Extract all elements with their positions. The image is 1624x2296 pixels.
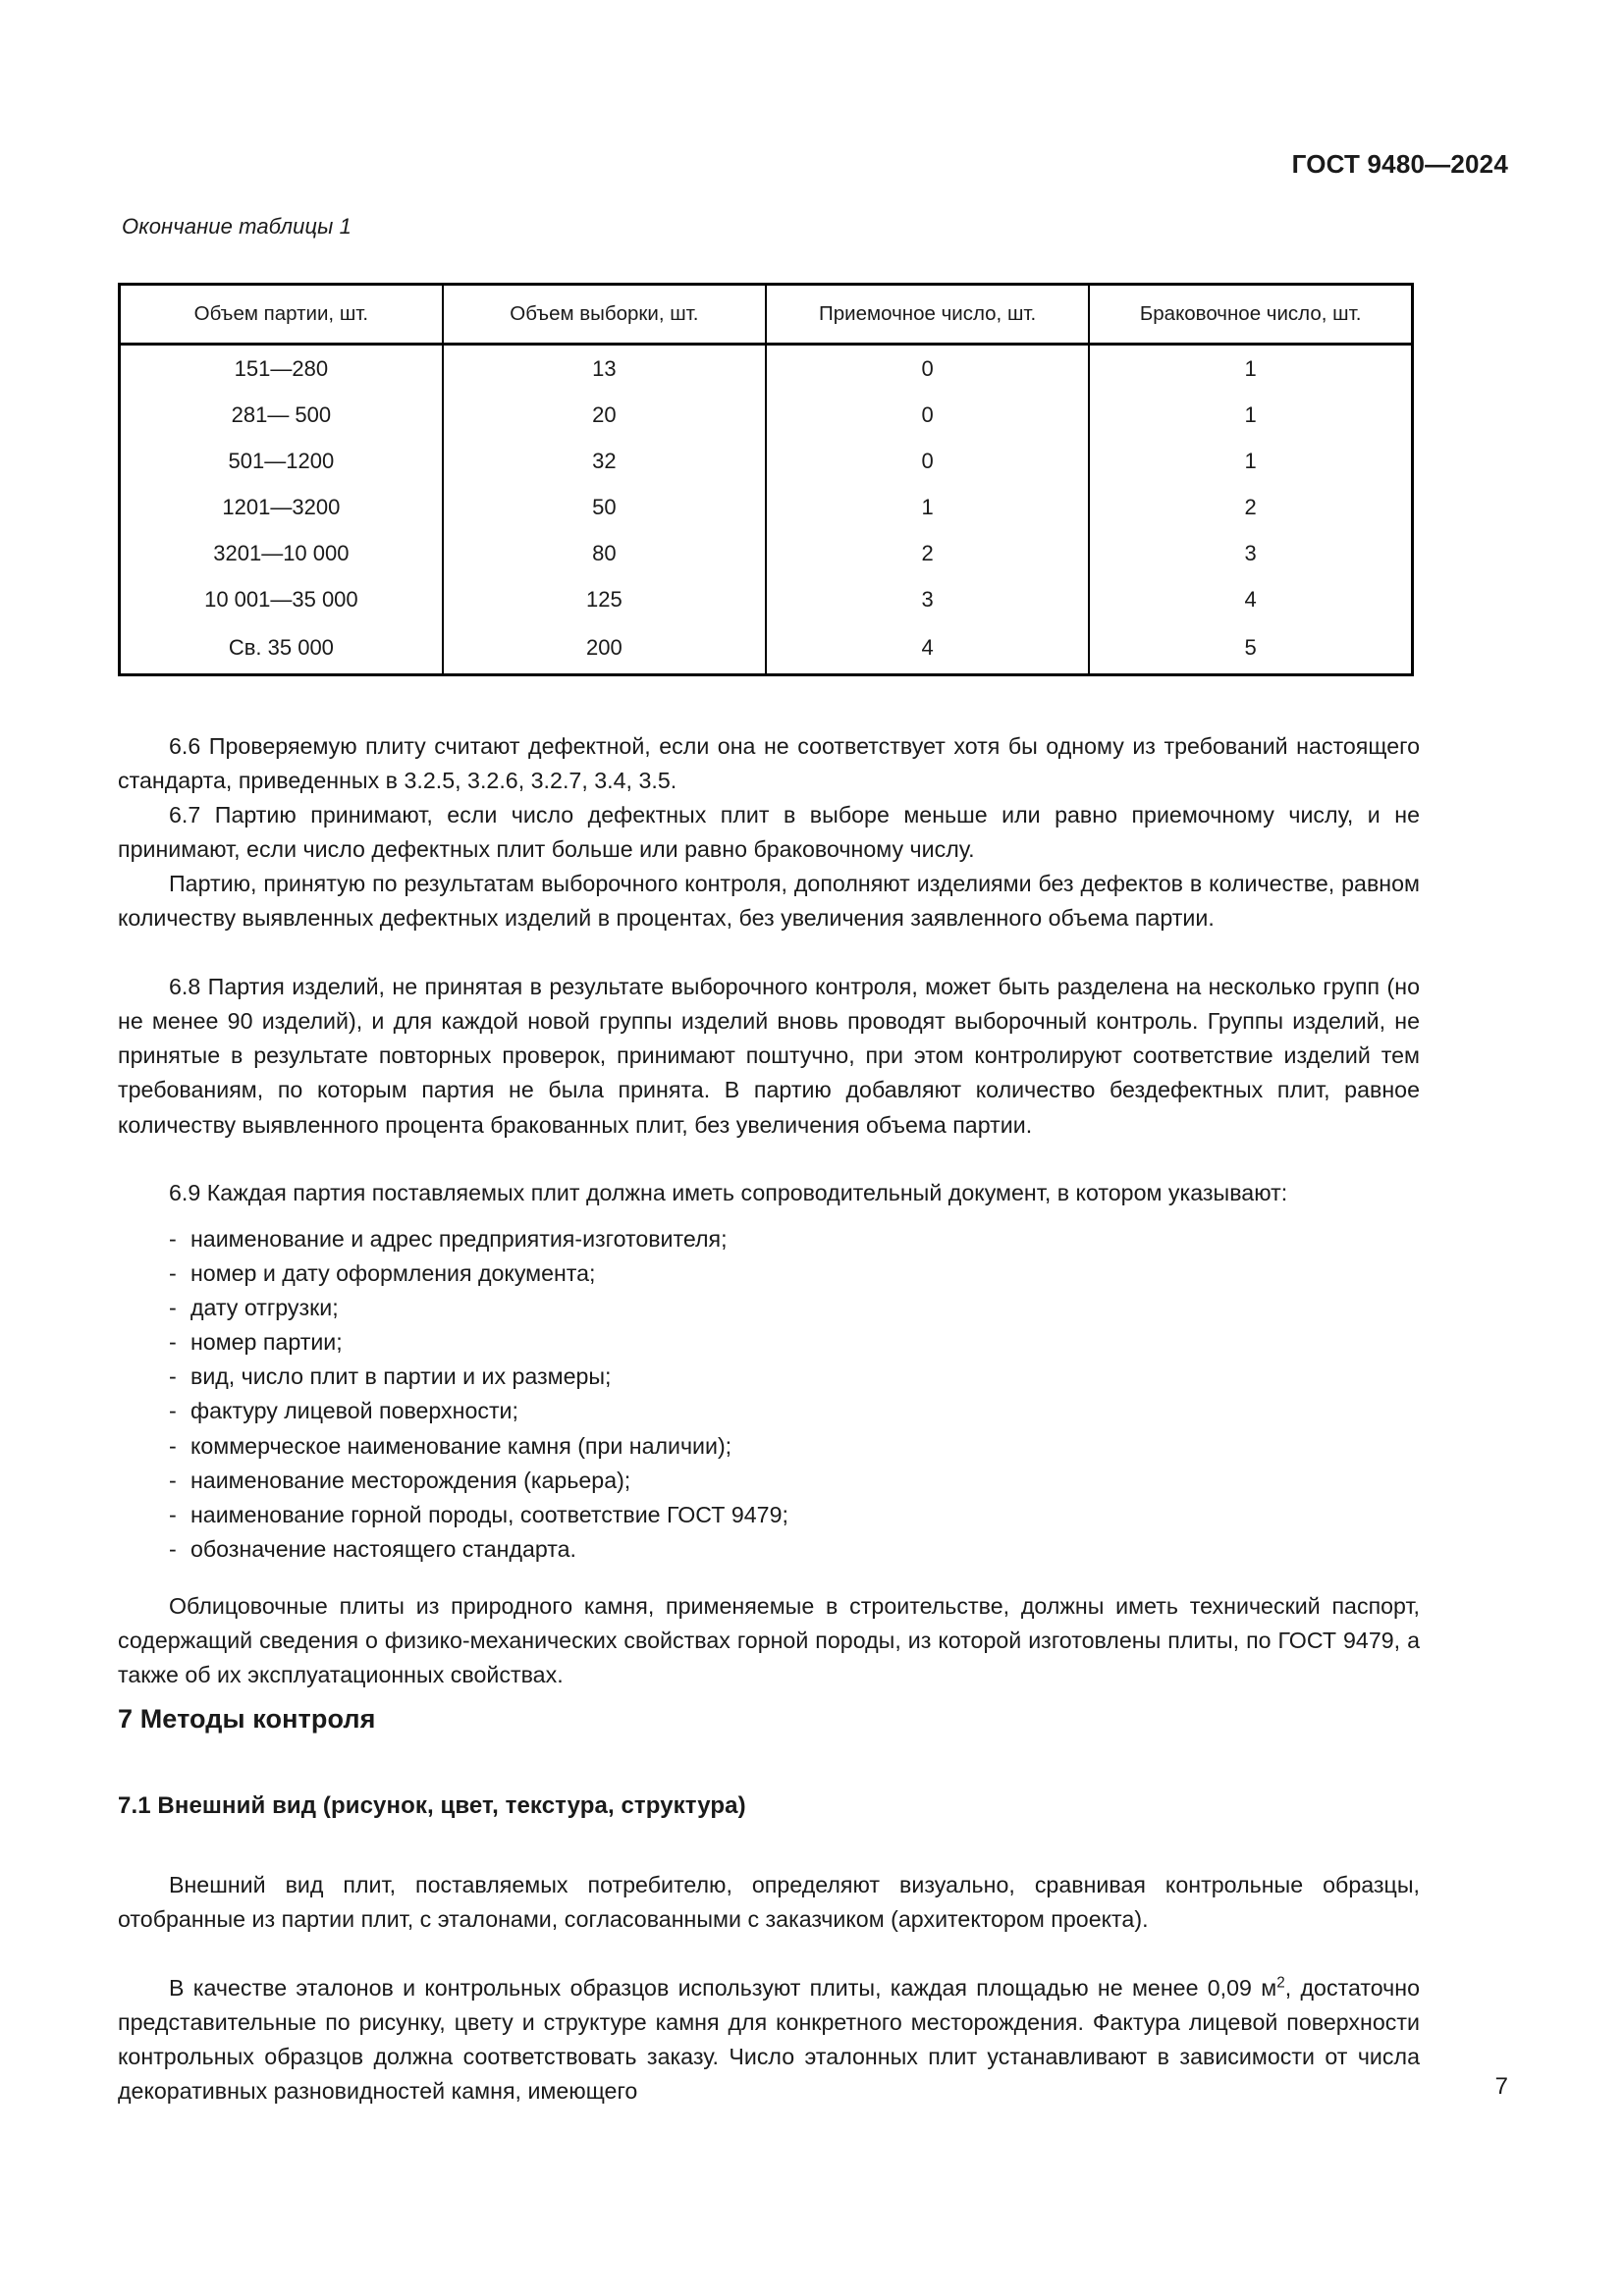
cell-rejection-number: 1 [1089,438,1412,484]
list-item-label: вид, число плит в партии и их размеры; [190,1363,612,1390]
cell-lot-size: Св. 35 000 [120,622,443,675]
cell-rejection-number: 5 [1089,622,1412,675]
list-item-label: наименование горной породы, соответствие ГОСТ 9479; [190,1501,788,1527]
column-header-lot-size: Объем партии, шт. [120,285,443,345]
list-bullet-dash: - [169,1501,177,1527]
list-item-label: наименование и адрес предприятия-изготовителя; [190,1226,728,1252]
paragraph-text-after-superscript: , достаточно представительные по рисунку, цвету и структуре камня для конкретного месторождения. Фактура лицевой поверхности контрольных образцов должна соответствовать заказу. Число эталонных плит устанавливают в зависимости от числа декоративных разновидностей камня, имеющего [118,1975,1421,2105]
cell-lot-size: 501—1200 [120,438,443,484]
list-item [118,1464,1420,1498]
table-header [120,285,1413,345]
list-item-label: обозначение настоящего стандарта. [190,1535,576,1562]
column-header-acceptance-number: Приемочное число, шт. [766,285,1089,345]
column-header-rejection-number: Браковочное число, шт. [1089,285,1412,345]
cell-acceptance-number: 0 [766,392,1089,438]
clause-7-1-paragraph-1: Внешний вид плит, поставляемых потребителю, определяют визуально, сравнивая контрольные образцы, отобранные из партии плит, с эталонами, согласованными с заказчиком (архитектором проекта). [118,1872,1420,1933]
column-header-sample-size: Объем выборки, шт. [443,285,766,345]
table-body [120,345,1413,675]
table-row [120,622,1413,675]
page-header-standard-number: ГОСТ 9480—2024 [1291,149,1508,179]
cell-sample-size: 200 [443,622,766,675]
cell-sample-size: 32 [443,438,766,484]
list-item-label: наименование месторождения (карьера); [190,1467,631,1493]
cell-acceptance-number: 4 [766,622,1089,675]
list-bullet-dash: - [169,1467,177,1493]
list-item [118,1394,1420,1428]
cell-rejection-number: 1 [1089,345,1412,393]
list-item-label: фактуру лицевой поверхности; [190,1398,518,1424]
document-requirements-list [118,1222,1420,1567]
table-header-row [120,285,1413,345]
cell-rejection-number: 3 [1089,530,1412,576]
section-heading-7: 7 Методы контроля [118,1704,376,1734]
list-item [118,1498,1420,1532]
list-item-label: номер и дату оформления документа; [190,1260,596,1287]
list-bullet-dash: - [169,1363,177,1390]
list-bullet-dash: - [169,1226,177,1252]
clause-6-7: 6.7 Партию принимают, если число дефектных плит в выборе меньше или равно приемочному числу, и не принимают, если число дефектных плит больше или равно браковочному числу. [118,802,1420,863]
cell-lot-size: 10 001—35 000 [120,576,443,622]
table-caption: Окончание таблицы 1 [122,214,352,239]
cell-sample-size: 125 [443,576,766,622]
cell-rejection-number: 4 [1089,576,1412,622]
cell-acceptance-number: 1 [766,484,1089,530]
table-row [120,438,1413,484]
list-item [118,1325,1420,1360]
cell-acceptance-number: 0 [766,345,1089,393]
list-bullet-dash: - [169,1260,177,1287]
list-bullet-dash: - [169,1432,177,1459]
list-bullet-dash: - [169,1398,177,1424]
table-row [120,345,1413,393]
list-item-label: дату отгрузки; [190,1295,339,1321]
cell-acceptance-number: 0 [766,438,1089,484]
clause-6-8: 6.8 Партия изделий, не принятая в результате выборочного контроля, может быть разделена на несколько групп (но не менее 90 изделий), и для каждой новой группы изделий вновь проводят выборочный контроль. Группы изделий, не принятые в результате повторных проверок, принимают поштучно, при этом контролируют соответствие изделий тем требованиям, по которым партия не была принята. В партию добавляют количество бездефектных плит, равное количеству выявленного процента бракованных плит, без увеличения объема партии. [118,974,1420,1138]
list-item [118,1429,1420,1464]
clause-6-9: 6.9 Каждая партия поставляемых плит должна иметь сопроводительный документ, в котором указывают: [169,1180,1288,1206]
cell-lot-size: 1201—3200 [120,484,443,530]
sampling-plan-table [118,283,1414,676]
superscript-square-meters: 2 [1276,1974,1285,1992]
cell-rejection-number: 1 [1089,392,1412,438]
table-row [120,484,1413,530]
clause-7-1-paragraph-2 [118,1971,1420,2109]
cell-acceptance-number: 2 [766,530,1089,576]
clause-6-6: 6.6 Проверяемую плиту считают дефектной, если она не соответствует хотя бы одному из требований настоящего стандарта, приведенных в 3.2.5, 3.2.6, 3.2.7, 3.4, 3.5. [118,733,1420,794]
list-bullet-dash: - [169,1295,177,1321]
cell-sample-size: 13 [443,345,766,393]
clause-6-9-closing-paragraph: Облицовочные плиты из природного камня, применяемые в строительстве, должны иметь технический паспорт, содержащий сведения о физико-механических свойствах горной породы, из которой изготовлены плиты, по ГОСТ 9479, а также об их эксплуатационных свойствах. [118,1593,1420,1688]
list-bullet-dash: - [169,1329,177,1356]
cell-sample-size: 80 [443,530,766,576]
list-item-label: номер партии; [190,1329,343,1356]
table-row [120,392,1413,438]
list-item [118,1532,1420,1567]
list-item [118,1360,1420,1394]
page-number: 7 [1494,2073,1508,2100]
list-item [118,1222,1420,1256]
cell-sample-size: 50 [443,484,766,530]
paragraph-text-before-superscript: В качестве эталонов и контрольных образцов используют плиты, каждая площадью не менее 0,09 м [169,1975,1277,2002]
list-item [118,1291,1420,1325]
clause-6-7-paragraph-2: Партию, принятую по результатам выборочного контроля, дополняют изделиями без дефектов в количестве, равном количеству выявленных дефектных изделий в процентах, без увеличения заявленного объема партии. [118,871,1420,932]
cell-acceptance-number: 3 [766,576,1089,622]
table-row [120,576,1413,622]
cell-rejection-number: 2 [1089,484,1412,530]
list-bullet-dash: - [169,1535,177,1562]
list-item [118,1256,1420,1291]
cell-lot-size: 3201—10 000 [120,530,443,576]
cell-lot-size: 151—280 [120,345,443,393]
cell-lot-size: 281— 500 [120,392,443,438]
cell-sample-size: 20 [443,392,766,438]
subsection-heading-7-1: 7.1 Внешний вид (рисунок, цвет, текстура, структура) [118,1792,746,1819]
list-item-label: коммерческое наименование камня (при наличии); [190,1432,732,1459]
table-row [120,530,1413,576]
